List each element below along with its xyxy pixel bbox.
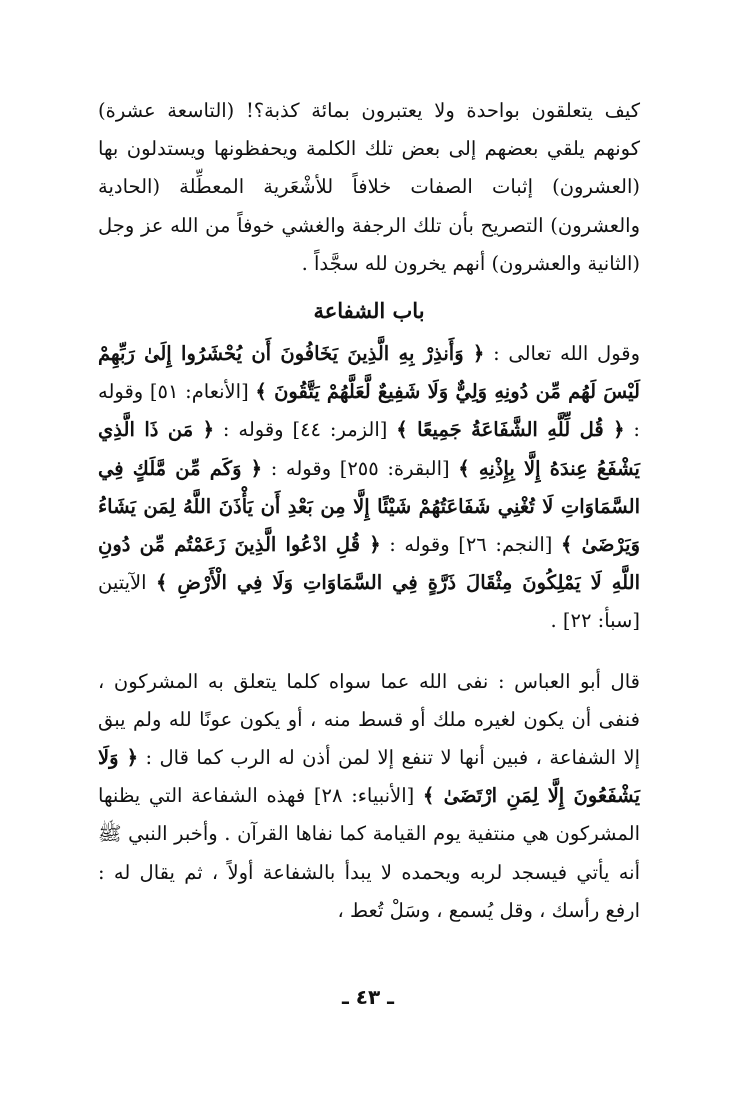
paragraph-2-text-2: [الأنعام: ٥١] وقوله : — [98, 380, 641, 442]
chapter-heading: باب الشفاعة — [313, 298, 425, 324]
paragraph-3-text-1: قال أبو العباس : نفى الله عما سواه كلما يتعلق به المشركون ، فنفى أن يكون لغيره ملك أو قسط منه ، أو يكون عونًا لله ولم يبق إلا الشفاعة ، فبين أنها لا تنفع إلا لمن أذن له الرب كما قال : — [98, 669, 640, 770]
paragraph-2-text-1: وقول الله تعالى : — [484, 342, 641, 366]
paragraph-3 — [98, 663, 640, 930]
quran-verse-3: ﴿ مَن ذَا الَّذِي يَشْفَعُ عِندَهُ إِلَّا بِإِذْنِهِ ﴾ — [98, 418, 640, 480]
paragraph-2-text-4: [البقرة: ٢٥٥] وقوله : — [262, 456, 459, 480]
paragraph-1: كيف يتعلقون بواحدة ولا يعتبرون بمائة كذبة؟! (التاسعة عشرة) كونهم يلقي بعضهم إلى بعض تلك الكلمة ويحفظونها ويستدلون بها (العشرون) إثبات الصفات خلافاً للأشْعَرية المعطِّلة (الحادية والعشرون) التصريح بأن تلك الرجفة والغشي خوفاً من الله عز وجل (الثانية والعشرون) أنهم يخرون لله سجَّداً . — [98, 99, 640, 275]
paragraph-3-text-2: [الأنبياء: ٢٨] فهذه الشفاعة التي يظنها المشركون هي منتفية يوم القيامة كما نفاها القرآن . وأخبر النبي ﷺ أنه يأتي فيسجد لربه ويحمده لا يبدأ بالشفاعة أولاً ، ثم يقال له : ارفع رأسك ، وقل يُسمع ، وسَلْ تُعط ، — [98, 784, 640, 922]
quran-verse-6: ﴿ وَلَا يَشْفَعُونَ إِلَّا لِمَنِ ارْتَضَىٰ ﴾ — [98, 746, 641, 808]
paragraph-2 — [98, 335, 640, 641]
quran-verse-2: ﴿ قُل لِّلَّهِ الشَّفَاعَةُ جَمِيعًا ﴾ — [396, 418, 625, 442]
paragraph-2-text-6: الآيتين [سبأ: ٢٢] . — [98, 571, 640, 633]
quran-verse-4: ﴿ وَكَم مِّن مَّلَكٍ فِي السَّمَاوَاتِ لَا تُغْنِي شَفَاعَتُهُمْ شَيْئًا إِلَّا مِن بَعْدِ أَن يَأْذَنَ اللَّهُ لِمَن يَشَاءُ وَيَرْضَىٰ ﴾ — [98, 456, 640, 557]
page-body — [98, 92, 640, 930]
paragraph-2-text-3: [الزمر: ٤٤] وقوله : — [214, 418, 397, 442]
page-number: ـ ٤٣ ـ — [341, 985, 395, 1009]
quran-verse-5: ﴿ قُلِ ادْعُوا الَّذِينَ زَعَمْتُم مِّن دُونِ اللَّهِ لَا يَمْلِكُونَ مِثْقَالَ ذَرَّةٍ فِي السَّمَاوَاتِ وَلَا فِي الْأَرْضِ ﴾ — [98, 533, 640, 595]
paragraph-2-text-5: [النجم: ٢٦] وقوله : — [380, 533, 561, 557]
quran-verse-1: ﴿ وَأَنذِرْ بِهِ الَّذِينَ يَخَافُونَ أَن يُحْشَرُوا إِلَىٰ رَبِّهِمْ لَيْسَ لَهُم مِّن دُونِهِ وَلِيٌّ وَلَا شَفِيعٌ لَّعَلَّهُمْ يَتَّقُونَ ﴾ — [98, 342, 640, 404]
